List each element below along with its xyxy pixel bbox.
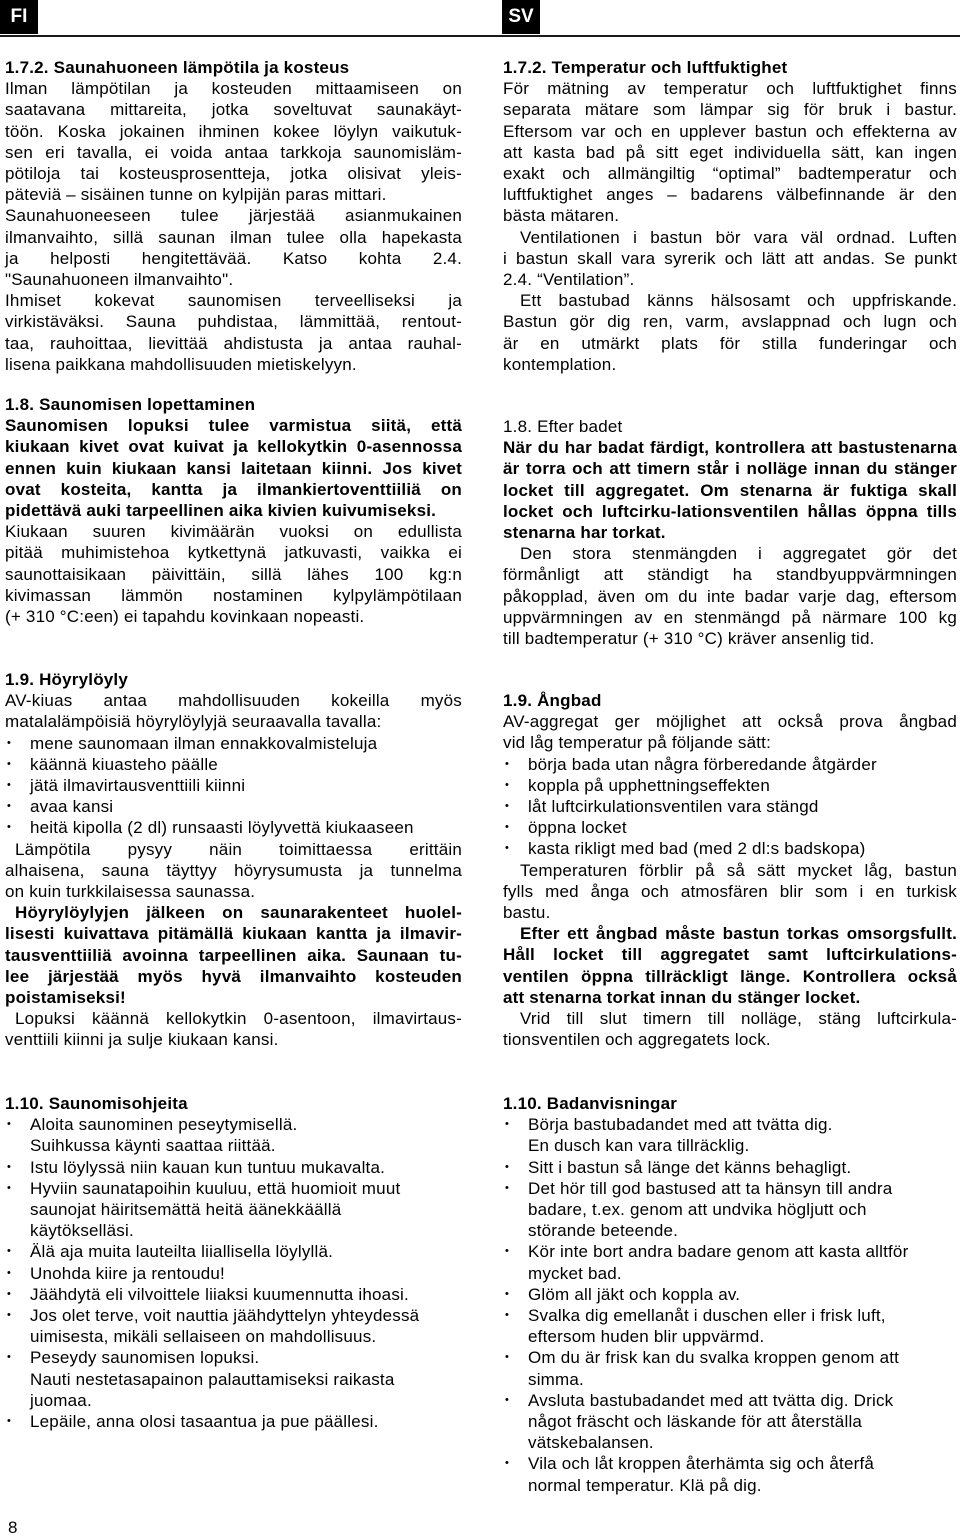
text-line: (+ 310 °C:een) ei tapahdu kovinkaan nopeasti.: [5, 607, 365, 627]
sv-section-1-7-2: [503, 57, 957, 375]
bullet-item: [503, 1114, 957, 1156]
text-line: lee järjestää myös hyvä ilmanvaihto kosteuden: [5, 966, 462, 986]
text-line: kontemplation.: [503, 354, 617, 374]
bullet-item: [5, 1241, 462, 1262]
text-line: störande beteende.: [528, 1221, 679, 1241]
language-tab-fi: FI: [0, 0, 38, 34]
text-line: Höyrylöylyjen jälkeen on saunarakenteet huolel-: [15, 903, 462, 923]
text-line: Vrid till slut timern till nolläge, stäng luftcirkula-: [520, 1009, 957, 1029]
text-line: • Unohda kiire ja rentoudu!: [30, 1263, 225, 1283]
section-heading: 1.9. Höyrylöyly: [5, 670, 129, 689]
bullet-item: [5, 1284, 462, 1305]
text-line: uimisesta, mikäli sellaiseen on mahdollisuus.: [30, 1327, 377, 1347]
text-line: • Sitt i bastun så länge det känns behagligt.: [528, 1157, 852, 1177]
bullet-item: [5, 775, 462, 796]
text-line: tionsventilen och aggregatets lock.: [503, 1030, 771, 1050]
bullet-item: [5, 733, 462, 754]
bullet-item: [503, 754, 957, 775]
sv-section-1-8: [503, 416, 957, 649]
text-line: juomaa.: [30, 1390, 92, 1410]
bullet-item: [503, 1390, 957, 1454]
text-line: • jätä ilmavirtausventtiili kiinni: [30, 776, 246, 796]
fi-section-1-10: [5, 1093, 462, 1432]
paragraph: [503, 543, 957, 649]
text-line: venttiili kiinni ja sulje kiukaan kansi.: [5, 1030, 279, 1050]
language-tab-sv: SV: [502, 0, 540, 34]
text-line: poistamiseksi!: [5, 988, 126, 1008]
bullet-item: [503, 1347, 957, 1389]
text-line: något fräscht och läskande för att återställa: [528, 1412, 863, 1432]
text-line: Lämpötila pysyy näin toimittaessa erittäin: [15, 839, 462, 859]
text-line: • öppna locket: [528, 818, 627, 838]
sv-section-1-10: [503, 1093, 957, 1496]
bold-paragraph: [5, 415, 462, 521]
paragraph: [503, 227, 957, 291]
text-line: • avaa kansi: [30, 797, 114, 817]
text-line: fylls med ånga och atmosfären blir som i en turkisk: [503, 881, 957, 901]
text-line: • käännä kiuasteho päälle: [30, 754, 218, 774]
text-line: tausventtiiliä avoinna tarpeellinen aika. Saunaan tu-: [5, 945, 462, 965]
bullet-item: [5, 1178, 462, 1242]
bullet-item: [503, 1453, 957, 1495]
bullet-list: [503, 1114, 957, 1496]
text-line: • låt luftcirkulationsventilen vara stängd: [528, 797, 819, 817]
paragraph: [5, 839, 462, 903]
text-line: ventilen öppna tillräckligt länge. Kontrollera också: [503, 966, 957, 986]
paragraph: [5, 1008, 462, 1050]
text-line: • Om du är frisk kan du svalka kroppen genom att: [528, 1348, 900, 1368]
bold-paragraph: [5, 902, 462, 1008]
text-line: 2.4. “Ventilation”.: [503, 270, 635, 290]
text-line: • Peseydy saunomisen lopuksi.: [30, 1348, 260, 1368]
page-number: 8: [8, 1518, 18, 1537]
text-line: uppvärmningen av en stenmängd på närmare 100 kg: [503, 607, 957, 627]
text-line: Suihkussa käynti saattaa riittää.: [30, 1136, 276, 1156]
text-line: att stenarna torkat innan du stänger locket.: [503, 987, 861, 1007]
text-line: pötiloja tai kosteusprosentteja, jotka olisivat yleis-: [5, 164, 462, 184]
paragraph: [5, 521, 462, 627]
text-line: vätskebalansen.: [528, 1433, 654, 1453]
text-line: saatavana mittareita, jotka soveltuvat saunakäyt-: [5, 100, 462, 120]
text-line: Bastun gör dig ren, varm, avslappnad och lugn och: [503, 312, 957, 332]
text-line: • Älä aja muita lauteilta liiallisella löylyllä.: [30, 1242, 334, 1262]
text-line: En dusch kan vara tillräcklig.: [528, 1136, 750, 1156]
fi-section-1-7-2: [5, 57, 462, 375]
text-line: • Hyviin saunatapoihin kuuluu, että huomioit muut: [30, 1178, 401, 1198]
text-line: Lopuksi käännä kellokytkin 0-asentoon, ilmavirtaus-: [15, 1009, 462, 1029]
intro-paragraph: [503, 711, 957, 753]
text-line: Saunahuoneeseen tulee järjestää asianmukainen: [5, 206, 462, 226]
text-line: När du har badat färdigt, kontrollera att bastustenarna: [503, 438, 957, 458]
bullet-item: [503, 1284, 957, 1305]
text-line: • heitä kipolla (2 dl) runsaasti löylyvettä kiukaaseen: [30, 818, 414, 838]
section-heading: 1.9. Ångbad: [503, 691, 602, 710]
bullet-item: [5, 754, 462, 775]
text-line: För mätning av temperatur och luftfuktighet finns: [503, 79, 957, 99]
text-line: töön. Koska jokainen ihminen kokee löylyn vaikutuk-: [5, 121, 462, 141]
text-line: badare, t.ex. genom att undvika högljutt och: [528, 1200, 867, 1220]
bullet-item: [503, 775, 957, 796]
paragraph: [5, 290, 462, 375]
bullet-item: [5, 796, 462, 817]
text-line: käytökselläsi.: [30, 1221, 134, 1241]
bullet-item: [5, 1305, 462, 1347]
text-line: saunojat häiritsemättä heitä äänekkäällä: [30, 1200, 342, 1220]
paragraph: [5, 205, 462, 290]
bullet-item: [5, 817, 462, 838]
paragraph: [503, 1008, 957, 1050]
text-line: ennen kuin kiukaan kansi laitetaan kiinni. Jos kivet: [5, 458, 462, 478]
text-line: till badtemperatur (+ 310 °C) kräver ansenlig tid.: [503, 629, 875, 649]
text-line: • Kör inte bort andra badare genom att kasta alltför: [528, 1242, 909, 1262]
text-line: • Det hör till god bastused att ta hänsyn till andra: [528, 1178, 893, 1198]
text-line: locket och luftcirku-lationsventilen hållas öppna tills: [503, 501, 957, 521]
text-line: • Istu löylyssä niin kauan kun tuntuu mukavalta.: [30, 1157, 386, 1177]
text-line: matalalämpöisiä höyrylöylyjä seuraavalla tavalla:: [5, 712, 382, 732]
text-line: AV-kiuas antaa mahdollisuuden kokeilla myös: [5, 691, 462, 711]
bullet-item: [503, 1178, 957, 1242]
text-line: är en utmärkt plats för stilla funderingar och: [503, 333, 957, 353]
text-line: alhaisena, sauna täyttyy höyrysumusta ja tunnelma: [5, 860, 462, 880]
text-line: Saunomisen lopuksi tulee varmistua siitä, että: [5, 416, 462, 436]
section-heading: 1.10. Badanvisningar: [503, 1094, 678, 1113]
text-line: är torra och att timern står i nolläge innan du stänger: [503, 459, 957, 479]
text-line: pidettävä auki tarpeellinen aika kivien kuivumiseksi.: [5, 501, 437, 521]
section-heading: 1.7.2. Saunahuoneen lämpötila ja kosteus: [5, 58, 350, 77]
text-line: saunottaisikaan päivittäin, sillä lähes 100 kg:n: [5, 564, 462, 584]
text-line: Efter ett ångbad måste bastun torkas omsorgsfullt.: [520, 924, 957, 944]
text-line: • kasta rikligt med bad (med 2 dl:s badskopa): [528, 839, 866, 859]
text-line: ovat kosteita, kantta ja ilmankiertoventtiiliä on: [5, 479, 462, 499]
text-line: • Jäähdytä eli vilvoittele liiaksi kuumennutta ihoasi.: [30, 1284, 409, 1304]
text-line: att kasta bad på sitt eget individuella sätt, kan ingen: [503, 142, 957, 162]
text-line: lisena paikkana mahdollisuuden mietiskelyyn.: [5, 354, 357, 374]
text-line: • Aloita saunominen peseytymisellä.: [30, 1115, 298, 1135]
text-line: • Börja bastubadandet med att tvätta dig.: [528, 1115, 833, 1135]
sv-section-1-9: [503, 690, 957, 1050]
bullet-item: [503, 1305, 957, 1347]
text-line: bästa mätaren.: [503, 206, 620, 226]
text-line: kiukaan kivet ovat kuivat ja kellokytkin 0-asennossa: [5, 437, 462, 457]
text-line: • Jos olet terve, voit nauttia jäähdyttelyn yhteydessä: [30, 1306, 420, 1326]
paragraph: [503, 290, 957, 375]
section-heading: 1.8. Efter badet: [503, 417, 623, 436]
text-line: kivimassan lämmön nostaminen kylpylämpötilaan: [5, 585, 462, 605]
section-heading: 1.7.2. Temperatur och luftfuktighet: [503, 58, 788, 77]
text-line: on kuin turkkilaisessa saunassa.: [5, 882, 256, 902]
text-line: eftersom huden blir uppvärmd.: [528, 1327, 765, 1347]
text-line: Nauti nestetasapainon palauttamiseksi raikasta: [30, 1369, 395, 1389]
bullet-item: [503, 838, 957, 859]
text-line: ilmanvaihto, sillä saunan ilman tulee olla hapekasta: [5, 227, 462, 247]
text-line: Ett bastubad känns hälsosamt och uppfriskande.: [520, 291, 957, 311]
text-line: påkopplad, även om du inte badar varje dag, eftersom: [503, 586, 957, 606]
text-line: separata mätare som lämpar sig för bruk i bastur.: [503, 100, 957, 120]
fi-section-1-9: [5, 669, 462, 1051]
text-line: • Lepäile, anna olosi tasaantua ja pue päällesi.: [30, 1412, 379, 1432]
bullet-list: [503, 754, 957, 860]
section-heading: 1.10. Saunomisohjeita: [5, 1094, 188, 1113]
text-line: • börja bada utan några förberedande åtgärder: [528, 754, 877, 774]
bullet-item: [503, 796, 957, 817]
text-line: vid låg temperatur på följande sätt:: [503, 733, 772, 753]
text-line: sen eri tavalla, ei voida antaa tarkkoja saunomisläm-: [5, 142, 462, 162]
text-line: Ilman lämpötilan ja kosteuden mittaamiseen on: [5, 79, 462, 99]
text-line: päteviä – sisäinen tunne on kylpijän paras mittari.: [5, 185, 387, 205]
text-line: exakt och allmängiltig “optimal” badtemperatur och: [503, 164, 957, 184]
bullet-item: [503, 817, 957, 838]
text-line: luftfuktighet anges – badarens välbefinnande är den: [503, 185, 957, 205]
text-line: normal temperatur. Klä på dig.: [528, 1475, 762, 1495]
text-line: AV-aggregat ger möjlighet att också prova ångbad: [503, 712, 957, 732]
swedish-column: [503, 0, 957, 1540]
bold-paragraph: [503, 923, 957, 1008]
text-line: Ventilationen i bastun bör vara väl ordnad. Luften: [520, 227, 957, 247]
text-line: • mene saunomaan ilman ennakkovalmisteluja: [30, 733, 378, 753]
intro-paragraph: [5, 690, 462, 732]
text-line: Kiukaan suuren kivimäärän vuoksi on edullista: [5, 522, 462, 542]
text-line: lisesti kuivattava pitämällä kiukaan kantta ja ilmavir-: [5, 924, 462, 944]
text-line: locket till aggregatet. Om stenarna är fuktiga skall: [503, 480, 957, 500]
text-line: "Saunahuoneen ilmanvaihto".: [5, 270, 234, 290]
paragraph: [5, 78, 462, 205]
text-line: bastu.: [503, 903, 551, 923]
text-line: Eftersom var och en upplever bastun och effekterna av: [503, 121, 957, 141]
text-line: • Svalka dig emellanåt i duschen eller i frisk luft,: [528, 1306, 886, 1326]
text-line: virkistäväksi. Sauna puhdistaa, lämmittää, rentout-: [5, 312, 462, 332]
text-line: ja helposti hengitettävää. Katso kohta 2.4.: [5, 248, 462, 268]
text-line: Den stora stenmängden i aggregatet gör det: [520, 544, 957, 564]
text-line: • Glöm all jäkt och koppla av.: [528, 1284, 741, 1304]
text-line: mycket bad.: [528, 1263, 622, 1283]
text-line: simma.: [528, 1369, 584, 1389]
bullet-item: [5, 1347, 462, 1411]
text-line: • Vila och låt kroppen återhämta sig och återfå: [528, 1454, 875, 1474]
text-line: Ihmiset kokevat saunomisen terveelliseksi ja: [5, 291, 462, 311]
paragraph: [503, 860, 957, 924]
text-line: taa, rauhoittaa, lievittää ahdistusta ja antaa rauhal-: [5, 333, 462, 353]
bullet-list: [5, 1114, 462, 1432]
paragraph: [503, 78, 957, 226]
bullet-list: [5, 733, 462, 839]
finnish-column: [5, 0, 462, 1540]
bullet-item: [5, 1263, 462, 1284]
section-heading: 1.8. Saunomisen lopettaminen: [5, 395, 256, 414]
text-line: förmånligt att ständigt ha standbyuppvärmningen: [503, 565, 957, 585]
text-line: stenarna har torkat.: [503, 523, 666, 543]
bullet-item: [503, 1241, 957, 1283]
text-line: Temperaturen förblir på så sätt mycket låg, bastun: [520, 860, 957, 880]
text-line: • Avsluta bastubadandet med att tvätta dig. Drick: [528, 1390, 894, 1410]
bold-paragraph: [503, 437, 957, 543]
text-line: Håll locket till aggregatet samt luftcirkulations-: [503, 945, 957, 965]
bullet-item: [5, 1157, 462, 1178]
text-line: i bastun skall vara syrerik och lätt att andas. Se punkt: [503, 248, 957, 268]
bullet-item: [5, 1114, 462, 1156]
text-line: pitää muhimistehoa kytkettynä jatkuvasti, vaikka ei: [5, 543, 462, 563]
fi-section-1-8: [5, 394, 462, 627]
text-line: • koppla på upphettningseffekten: [528, 775, 770, 795]
bullet-item: [5, 1411, 462, 1432]
bullet-item: [503, 1157, 957, 1178]
